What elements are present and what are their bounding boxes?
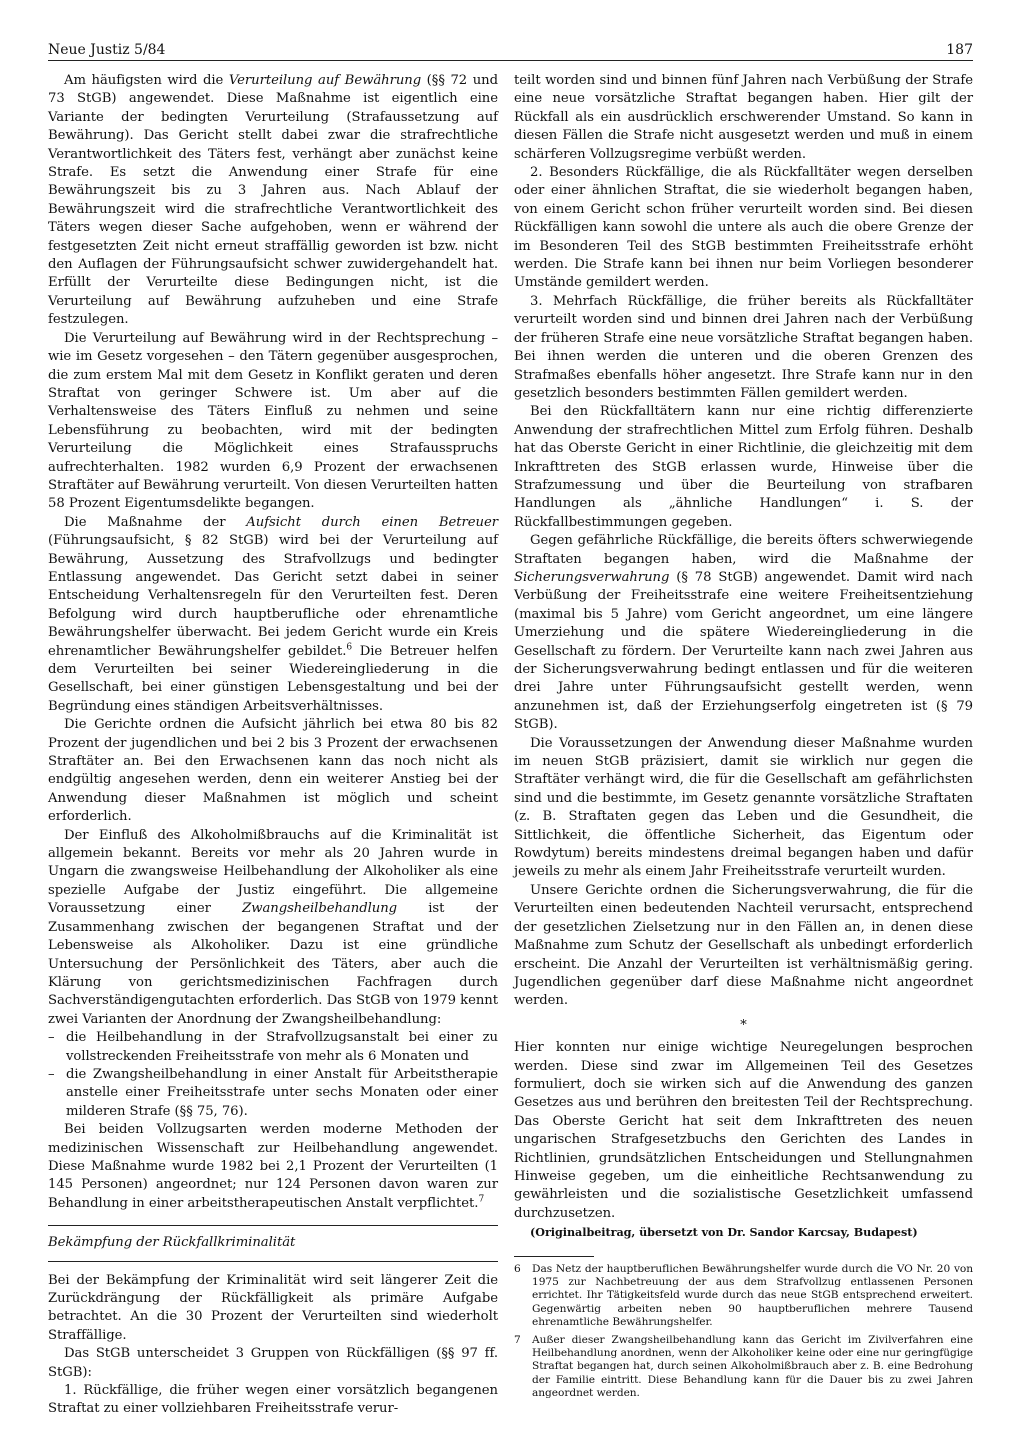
page-number: 187 xyxy=(946,42,973,58)
section-rule xyxy=(48,1261,498,1262)
document-page xyxy=(48,34,973,1417)
paragraph: Gegen gefährliche Rückfällige, die bereits öfters schwerwiegende Straftaten begangen haben, wird die Maßnahme der Sicherungsverwahrung (§ 78 StGB) angewendet. Damit wird nach Verbüßung der Freiheitsstrafe eine weitere Freiheitsentziehung (maximal bis 5 Jahre) vom Gericht angeordnet, um eine längere Umerziehung und die spätere Wiedereingliederung in die Gesellschaft zu fördern. Der Verurteilte kann nach zwei Jahren aus der Sicherungsverwahrung bedingt entlassen und für die weiteren drei Jahre unter Führungsaufsicht gestellt werden, wenn anzunehmen ist, daß der Erziehungserfolg eingetreten ist (§ 79 StGB). xyxy=(514,533,973,733)
paragraph: Die Gerichte ordnen die Aufsicht jährlich bei etwa 80 bis 82 Prozent der jugendlichen und bei 2 bis 3 Prozent der erwachsenen Straftäter an. Bei den Erwachsenen kann das noch nicht als endgültig angesehen werden, denn ein weiterer Anstieg bei der Anwendung dieser Maßnahmen ist möglich und scheint erforderlich. xyxy=(48,717,498,825)
paragraph: Die Maßnahme der Aufsicht durch einen Betreuer (Führungsaufsicht, § 82 StGB) wird bei der Verurteilung auf Bewährung, Aussetzung des Strafvollzugs und bedingter Entlassung angewendet. Das Gericht setzt dabei in seiner Entscheidung Verhaltensregeln für den Verurteilten fest. Deren Befolgung wird durch hauptberufliche oder ehrenamtliche Bewährungshelfer überwacht. Bei jedem Gericht wurde ein Kreis ehrenamtlicher Bewährungshelfer gebildet.$^6$ Die Betreuer helfen dem Verurteilten bei seiner Wiedereingliederung in die Gesellschaft, bei einer günstigen Lebensgestaltung und bei der Begründung eines ständigen Arbeitsverhältnisses. xyxy=(48,514,498,714)
journal-title: Neue Justiz 5/84 xyxy=(48,42,166,58)
footnote-ref[interactable]: 6 xyxy=(346,642,353,653)
paragraph: Das StGB unterscheidet 3 Gruppen von Rückfälligen (§§ 97 ff. StGB): xyxy=(48,1346,498,1380)
section-separator: * xyxy=(740,1017,747,1033)
footnote-ref[interactable]: 7 xyxy=(478,1194,485,1205)
footnote: 7 Außer dieser Zwangsheilbehandlung kann das Gericht im Zivilverfahren eine Heilbehandlung anordnen, wenn der Alkoholiker keine oder eine nur geringfügige Straftat begangen hat, durch seinen Alkoholmißbrauch aber z. B. eine Bedrohung der Familie eintritt. Diese Behandlung kann für die Dauer bis zu zwei Jahren angeordnet werden. xyxy=(514,1333,973,1400)
left-column xyxy=(48,72,498,1419)
paragraph: Die Verurteilung auf Bewährung wird in der Rechtsprechung – wie im Gesetz vorgesehen – den Tätern gegenüber ausgesprochen, die zum erstem Mal mit dem Gesetz in Konflikt geraten und deren Straftat von geringer Schwere ist. Um aber auf die Verhaltensweise des Täters Einfluß zu nehmen und seine Lebensführung zu beobachten, wird mit der bedingten Verurteilung die Möglichkeit eines Strafausspruchs aufrechterhalten. 1982 wurden 6,9 Prozent der erwachsenen Straftäter auf Bewährung verurteilt. Von diesen Verurteilten hatten 58 Prozent Eigentumsdelikte begangen. xyxy=(48,330,498,512)
paragraph: teilt worden sind und binnen fünf Jahren nach Verbüßung der Strafe eine neue vorsätzliche Straftat begangen haben. Hier gilt der Rückfall als ein ausdrücklich erschwerender Umstand. So kann in diesen Fällen die Strafe nicht ausgesetzt werden und muß in einem schärferen Vollzugsregime verbüßt werden. xyxy=(514,73,973,162)
paragraph: Unsere Gerichte ordnen die Sicherungsverwahrung, die für die Verurteilten einen bedeutenden Nachteil verursacht, entsprechend der gesetzlichen Zielsetzung nur in den Fällen an, in denen diese Maßnahme zum Schutz der Gesellschaft als unbedingt erforderlich erscheint. Die Anzahl der Verurteilten ist verhältnismäßig gering. Jugendlichen gegenüber darf diese Maßnahme nicht angeordnet werden. xyxy=(514,882,973,1009)
author-credit: (Originalbeitrag, übersetzt von Dr. Sandor Karcsay, Budapest) xyxy=(530,1225,918,1240)
paragraph: Bei der Bekämpfung der Kriminalität wird seit längerer Zeit die Zurückdrängung der Rückfälligkeit als primäre Aufgabe betrachtet. An die 30 Prozent der Verurteilten sind wiederholt Straffällige. xyxy=(48,1272,498,1343)
paragraph: 3. Mehrfach Rückfällige, die früher bereits als Rückfalltäter verurteilt worden sind und binnen drei Jahren nach der Verbüßung der früheren Strafe eine neue vorsätzliche Straftat begangen haben. Bei ihnen werden die unteren und die oberen Grenzen des Strafmaßes ebenfalls höher angesetzt. Ihre Strafe kann nur in den gesetzlich besonders bestimmten Fällen gemildert werden. xyxy=(514,293,973,401)
paragraph: Bei den Rückfalltätern kann nur eine richtig differenzierte Anwendung der strafrechtlichen Mittel zum Erfolg führen. Deshalb hat das Oberste Gericht in einer Richtlinie, die gleichzeitig mit dem Inkrafttreten des StGB erlassen wurde, Hinweise über die Strafzumessung und über die Beurteilung von strafbaren Handlungen als „ähnliche Handlungen“ i. S. der Rückfallbestimmungen gegeben. xyxy=(514,404,973,530)
paragraph: Hier konnten nur einige wichtige Neuregelungen besprochen werden. Diese sind zwar im Allgemeinen Teil des Gesetzes formuliert, doch sie wirken sich auf die Anwendung des ganzen Gesetzes aus und berühren den breitesten Teil der Rechtsprechung. Das Oberste Gericht hat seit dem Inkrafttreten des neuen ungarischen Strafgesetzbuchs den Gerichten des Landes in Richtlinien, grundsätzlichen Entscheidungen und Stellungnahmen Hinweise gegeben, um die einheitliche Rechtsanwendung zu gewährleisten und die sozialistische Gesetzlichkeit umfassend durchzusetzen. xyxy=(514,1040,973,1221)
paragraph: Der Einfluß des Alkoholmißbrauchs auf die Kriminalität ist allgemein bekannt. Bereits vor mehr als 20 Jahren wurde in Ungarn die zwangsweise Heilbehandlung der Alkoholiker als eine spezielle Aufgabe der Justiz eingeführt. Die allgemeine Voraussetzung einer Zwangsheilbehandlung ist der Zusammenhang zwischen der begangenen Straftat und der Lebensweise als Alkoholiker. Dazu ist eine gründliche Untersuchung der Persönlichkeit des Täters, aber auch die Klärung von gerichtsmedizinischen Fachfragen durch Sachverständigengutachten erforderlich. Das StGB von 1979 kennt zwei Varianten der Anordnung der Zwangsheilbehandlung: xyxy=(48,827,498,1027)
paragraph: 1. Rückfällige, die früher wegen einer vorsätzlich begangenen Straftat zu einer vollziehbaren Freiheitsstrafe verur- xyxy=(48,1383,498,1417)
section-rule xyxy=(48,1225,498,1226)
paragraph: Am häufigsten wird die Verurteilung auf Bewährung (§§ 72 und 73 StGB) angewendet. Diese Maßnahme ist eigentlich eine Variante der bedingten Verurteilung (Strafaussetzung auf Bewährung). Das Gericht stellt dabei zwar die strafrechtliche Verantwortlichkeit des Täters fest, verhängt aber zunächst keine Strafe. Es setzt die Anwendung einer Strafe für eine Bewährungszeit bis zu 3 Jahren aus. Nach Ablauf der Bewährungszeit wird die strafrechtliche Verantwortlichkeit des Täters wegen dieser Sache aufgehoben, wenn er während der festgesetzten Zeit nicht erneut straffällig geworden ist bzw. nicht den Auflagen der Führungsaufsicht schwer zuwidergehandelt hat. Erfüllt der Verurteilte diese Bedingungen nicht, ist die Verurteilung auf Bewährung aufzuheben und eine Strafe festzulegen. xyxy=(48,73,498,328)
footnote-rule xyxy=(514,1256,594,1257)
section-heading: Bekämpfung der Rückfallkriminalität xyxy=(48,1235,296,1251)
right-column xyxy=(514,72,973,1405)
running-header xyxy=(48,34,973,61)
footnote: 6 Das Netz der hauptberuflichen Bewährungshelfer wurde durch die VO Nr. 20 von 1975 zur Nachbetreuung der aus dem Strafvollzug entlassenen Personen errichtet. Ihr Tätigkeitsfeld wurde durch das neue StGB entsprechend erweitert. Gegenwärtig arbeiten neben 90 hauptberuflichen mehrere Tausend ehrenamtliche Bewährungshelfer. xyxy=(514,1262,973,1329)
paragraph: Die Voraussetzungen der Anwendung dieser Maßnahme wurden im neuen StGB präzisiert, damit sie wirklich nur gegen die Straftäter verhängt wird, die für die Gesellschaft am gefährlichsten sind und die bestimmte, im Gesetz genannte vorsätzliche Straftaten (z. B. Straftaten gegen das Leben und die Gesundheit, die Sittlichkeit, die öffentliche Sicherheit, das Eigentum oder Rowdytum) bereits mindestens dreimal begangen haben und dafür jeweils zu mehr als einem Jahr Freiheitsstrafe verurteilt wurden. xyxy=(514,735,973,880)
paragraph: 2. Besonders Rückfällige, die als Rückfalltäter wegen derselben oder einer ähnlichen Straftat, die sie wiederholt begangen haben, von einem Gericht schon früher verurteilt worden sind. Bei diesen Rückfälligen kann sowohl die untere als auch die obere Grenze der im Besonderen Teil des StGB bestimmten Freiheitsstrafe erhöht werden. Die Strafe kann bei ihnen nur beim Vorliegen besonderer Umstände gemildert werden. xyxy=(514,165,973,291)
list-item: – die Heilbehandlung in der Strafvollzugsanstalt bei einer zu vollstreckenden Freiheitsstrafe von mehr als 6 Monaten und xyxy=(48,1030,498,1064)
list-item: – die Zwangsheilbehandlung in einer Anstalt für Arbeitstherapie anstelle einer Freiheitsstrafe unter sechs Monaten oder einer milderen Strafe (§§ 75, 76). xyxy=(48,1066,498,1119)
paragraph: Bei beiden Vollzugsarten werden moderne Methoden der medizinischen Wissenschaft zur Heilbehandlung angewendet. Diese Maßnahme wurde 1982 bei 2,1 Prozent der Verurteilten (1 145 Personen) angeordnet; nur 124 Personen davon waren zur Behandlung in einer arbeitstherapeutischen Anstalt verpflichtet.$^7$ xyxy=(48,1122,498,1211)
